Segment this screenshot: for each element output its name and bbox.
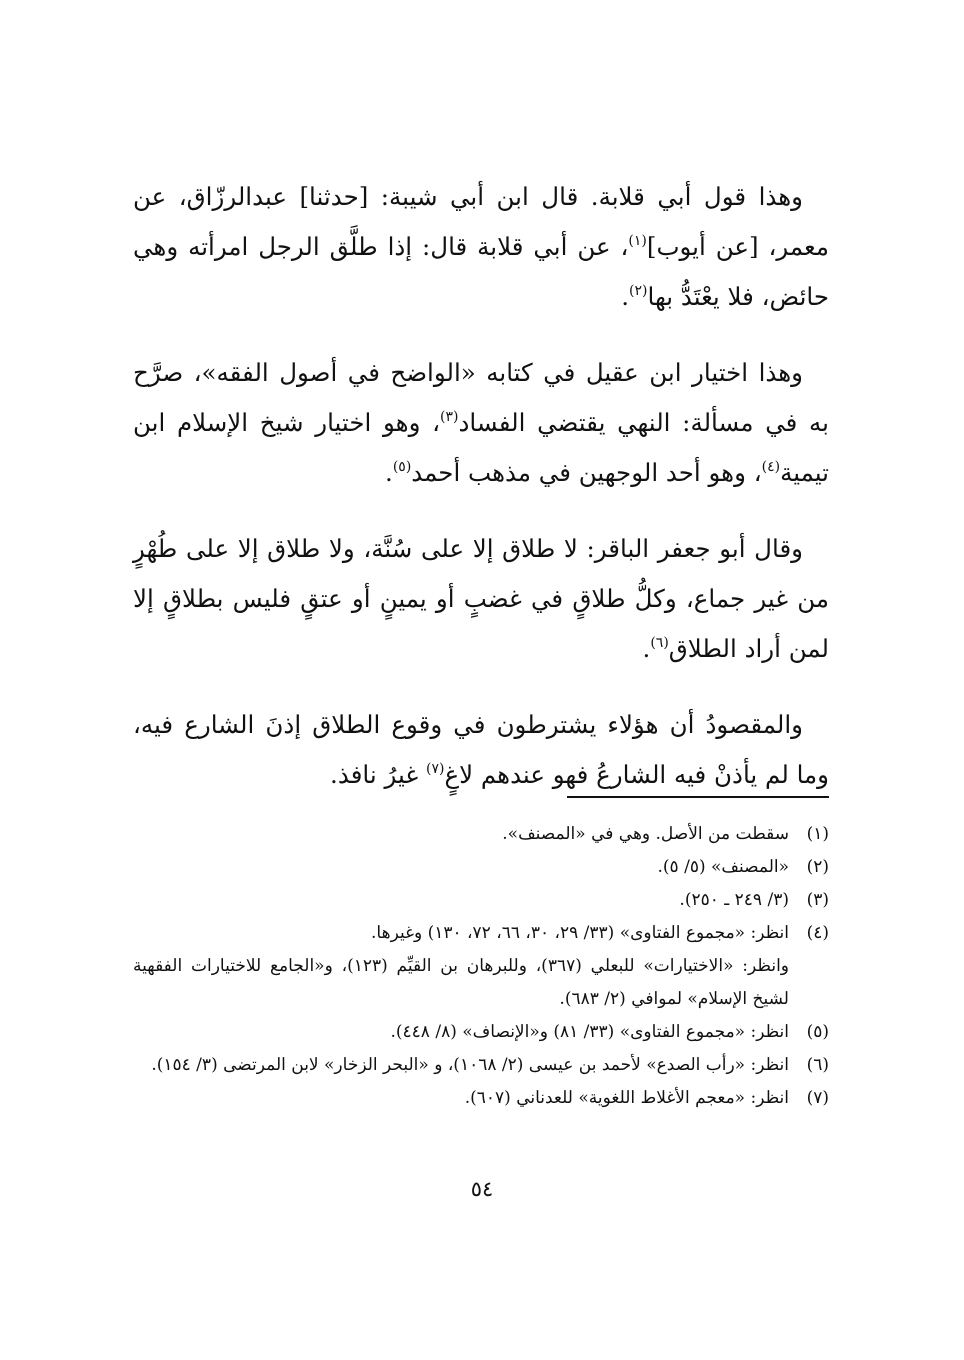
footnote-separator bbox=[567, 796, 829, 798]
footnote-text: سقطت من الأصل. وهي في «المصنف». bbox=[502, 824, 789, 844]
main-text bbox=[133, 172, 829, 800]
footnote-number: (٦) bbox=[806, 1055, 829, 1075]
footnote-text: انظر: «معجم الأغلاط اللغوية» للعدناني (٦٠٧). bbox=[464, 1088, 789, 1108]
footnote-ref: (٢) bbox=[629, 283, 648, 299]
paragraph-1: وهذا قول أبي قلابة. قال ابن أبي شيبة: [حدثنا] عبدالرزّاق، عن معمر، [عن أيوب]$^{(١)}$، عن أبي قلابة قال: إذا طلَّق الرجل امرأته وهي حائض، فلا يعْتَدُّ بها$^{(٢)}$. bbox=[133, 182, 829, 311]
page-number: ٥٤ bbox=[470, 1177, 494, 1201]
footnotes bbox=[133, 818, 829, 1115]
footnote-2 bbox=[133, 851, 829, 884]
footnote-text: انظر: «مجموع الفتاوى» (٣٣/ ٨١) و«الإنصاف» (٨/ ٤٤٨). bbox=[390, 1022, 789, 1042]
footnote-ref: (١) bbox=[628, 233, 647, 249]
footnote-ref: (٦) bbox=[650, 635, 669, 651]
paragraph-2: وهذا اختيار ابن عقيل في كتابه «الواضح في أصول الفقه»، صرَّح به في مسألة: النهي يقتضي الفساد$^{(٣)}$، وهو اختيار شيخ الإسلام ابن تيمية$^{(٤)}$، وهو أحد الوجهين في مذهب أحمد$^{(٥)}$. bbox=[133, 358, 829, 487]
footnote-ref: (٤) bbox=[761, 459, 781, 475]
footnote-number: (٤) bbox=[806, 923, 829, 943]
paragraph-4: والمقصودُ أن هؤلاء يشترطون في وقوع الطلاق إذنَ الشارع فيه، وما لم يأذنْ فيه الشارعُ فهو عندهم لاغٍ$^{(٧)}$ غيرُ نافذ. bbox=[133, 710, 829, 789]
footnote-1 bbox=[133, 818, 829, 851]
footnote-3 bbox=[133, 884, 829, 917]
footnote-ref: (٥) bbox=[392, 459, 412, 475]
footnote-7 bbox=[133, 1082, 829, 1115]
footnote-6 bbox=[133, 1049, 829, 1082]
footnote-text: انظر: «مجموع الفتاوى» (٣٣/ ٢٩، ٣٠، ٦٦، ٧٢، ١٣٠) وغيرها. bbox=[371, 923, 789, 943]
paragraph-3: وقال أبو جعفر الباقر: لا طلاق إلا على سُنَّة، ولا طلاق إلا على طُهْرٍ من غير جماع، وكلُّ طلاقٍ في غضبٍ أو يمينٍ أو عتقٍ فليس بطلاقٍ إلا لمن أراد الطلاق$^{(٦)}$. bbox=[133, 534, 829, 663]
footnote-number: (٣) bbox=[806, 890, 829, 910]
footnote-4 bbox=[133, 917, 829, 1016]
footnote-text: «المصنف» (٥/ ٥). bbox=[657, 857, 789, 877]
footnote-text-continued: وانظر: «الاختيارات» للبعلي (٣٦٧)، وللبرهان بن القيِّم (١٢٣)، و«الجامع للاختيارات الفقهية لشيخ الإسلام» لموافي (٢/ ٦٨٣). bbox=[133, 956, 789, 1009]
footnote-number: (٧) bbox=[806, 1088, 829, 1108]
footnote-number: (٢) bbox=[806, 857, 829, 877]
footnote-number: (١) bbox=[806, 824, 829, 844]
footnote-ref: (٧) bbox=[426, 761, 445, 777]
footnote-text: (٣/ ٢٤٩ ـ ٢٥٠). bbox=[679, 890, 789, 910]
footnote-text: انظر: «رأب الصدع» لأحمد بن عيسى (٢/ ١٠٦٨)، و «البحر الزخار» لابن المرتضى (٣/ ١٥٤). bbox=[151, 1055, 789, 1075]
footnote-ref: (٣) bbox=[440, 409, 459, 425]
footnote-number: (٥) bbox=[806, 1022, 829, 1042]
footnote-5 bbox=[133, 1016, 829, 1049]
